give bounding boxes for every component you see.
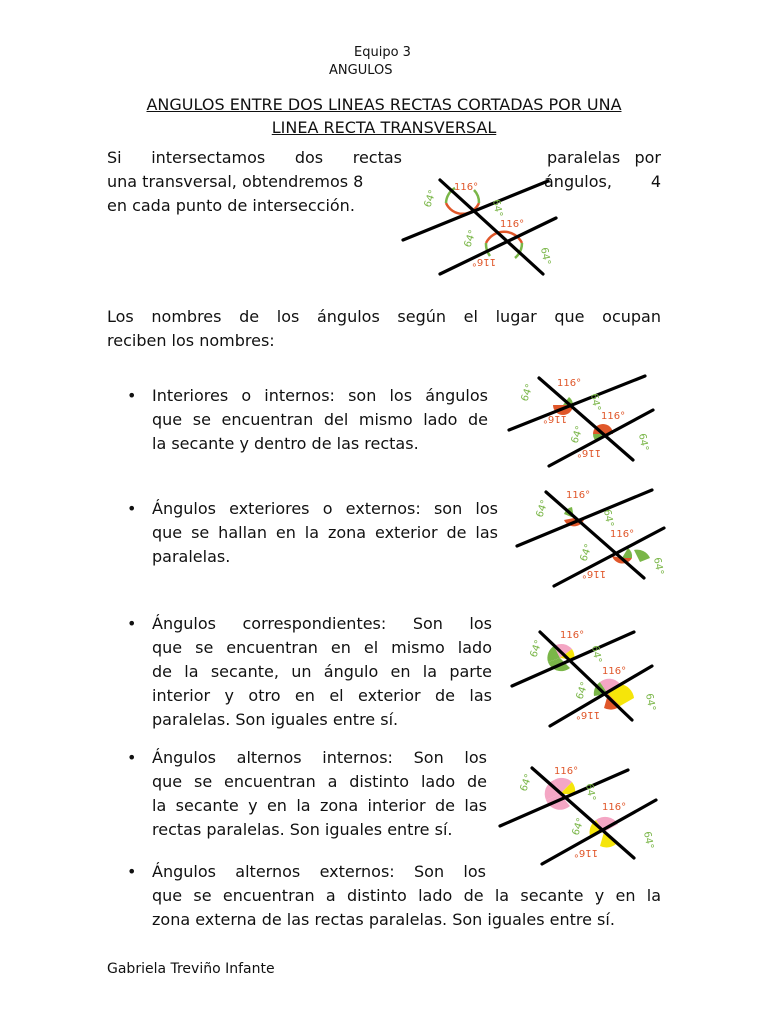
label-116-d: 116°	[576, 447, 601, 458]
label-116-a: 116°	[557, 378, 582, 389]
names-line-2: reciben los nombres:	[107, 331, 275, 350]
fill-exterior-acute-right	[634, 550, 650, 562]
label-116-b: 116°	[601, 411, 626, 422]
title-line-1: ANGULOS ENTRE DOS LINEAS RECTAS CORTADAS POR UNA	[146, 95, 622, 114]
item-1-line-1: Interiores o internos: son los ángulos	[152, 386, 488, 405]
item-3-line-3: de la secante, un ángulo en la parte	[152, 662, 492, 681]
intro-line-1a: Si intersectamos dos rectas	[107, 148, 402, 167]
item-3-line-4: interior y otro en el exterior de las	[152, 686, 492, 705]
label-64-b: 64°	[583, 782, 597, 802]
label-116-c: 116°	[575, 709, 600, 720]
bullet-2: •	[127, 499, 137, 518]
parallel-line-bottom	[440, 218, 556, 274]
item-5-line-1: Ángulos alternos externos: Son los	[152, 862, 486, 881]
label-64-a: 64°	[518, 772, 535, 794]
item-2-line-2: que se hallan en la zona exterior de las	[152, 523, 498, 542]
bullet-4: •	[127, 748, 137, 767]
item-3-line-5: paralelas. Son iguales entre sí.	[152, 710, 399, 729]
title-line-2: LINEA RECTA TRANSVERSAL	[271, 118, 497, 137]
intro-line-3: en cada punto de intersección.	[107, 196, 355, 215]
transversal-line	[532, 768, 634, 858]
label-64-a: 64°	[528, 638, 545, 660]
item-1-line-2: que se encuentran del mismo lado de	[152, 410, 488, 429]
label-116-c: 116°	[581, 568, 606, 579]
figure-interior-angles	[505, 372, 665, 472]
label-64-a: 64°	[519, 382, 536, 404]
item-4-line-1: Ángulos alternos internos: Son los	[152, 748, 487, 767]
figure-alternate-angles	[496, 756, 662, 868]
bullet-5: •	[127, 862, 137, 881]
label-64-c: 64°	[574, 680, 591, 702]
label-116-a: 116°	[566, 490, 591, 501]
topic-label: ANGULOS	[329, 63, 393, 78]
label-116-a: 116°	[454, 182, 479, 193]
label-116-c: 116°	[573, 847, 598, 858]
item-3-line-2: que se encuentran en el mismo lado	[152, 638, 492, 657]
label-64-a: 64°	[534, 498, 551, 520]
label-64-b: 64°	[601, 508, 615, 528]
item-4-line-4: rectas paralelas. Son iguales entre sí.	[152, 820, 453, 839]
team-label: Equipo 3	[354, 45, 411, 60]
page-title	[100, 93, 668, 139]
label-116-a: 116°	[560, 630, 585, 641]
figure-parallel-lines-arcs	[398, 170, 558, 280]
label-116-b: 116°	[602, 802, 627, 813]
parallel-line-bottom	[550, 666, 652, 726]
label-64-c: 64°	[570, 816, 587, 838]
item-2-line-1: Ángulos exteriores o externos: son los	[152, 499, 498, 518]
label-64-d: 64°	[538, 246, 552, 266]
label-116-c: 116°	[471, 256, 496, 267]
label-64-b: 64°	[589, 644, 603, 664]
label-64-d: 64°	[641, 830, 655, 850]
label-64-d: 64°	[636, 432, 650, 452]
item-1-line-3: la secante y dentro de las rectas.	[152, 434, 419, 453]
label-64-a: 64°	[422, 188, 439, 210]
item-4-line-3: la secante y en la zona interior de las	[152, 796, 487, 815]
label-116-b: 116°	[610, 529, 635, 540]
intro-line-2b: ángulos, 4	[544, 172, 661, 191]
footer-author: Gabriela Treviño Infante	[107, 961, 275, 977]
item-5-line-3: zona externa de las rectas paralelas. Son iguales entre sí.	[152, 910, 615, 929]
label-64-c: 64°	[569, 424, 586, 446]
label-64-d: 64°	[651, 556, 665, 576]
item-3-line-1: Ángulos correspondientes: Son los	[152, 614, 492, 633]
label-64-c: 64°	[462, 228, 479, 250]
intro-line-2a: una transversal, obtendremos 8	[107, 172, 364, 191]
label-64-c: 64°	[578, 542, 595, 564]
figure-exterior-angles	[512, 482, 670, 590]
item-4-line-2: que se encuentran a distinto lado de	[152, 772, 487, 791]
label-116-a: 116°	[554, 766, 579, 777]
figure-corresponding-angles	[508, 622, 668, 730]
intro-line-1b: paralelas por	[547, 148, 661, 167]
label-64-b: 64°	[490, 198, 504, 218]
item-5-line-2: que se encuentran a distinto lado de la secante y en la	[152, 886, 661, 905]
names-line-1: Los nombres de los ángulos según el lugar que ocupan	[107, 307, 661, 326]
label-64-b: 64°	[588, 392, 602, 412]
label-116-b: 116°	[602, 666, 627, 677]
label-116-c: 116°	[542, 413, 567, 424]
label-64-d: 64°	[643, 692, 657, 712]
bullet-3: •	[127, 614, 137, 633]
bullet-1: •	[127, 386, 137, 405]
item-2-line-3: paralelas.	[152, 547, 231, 566]
label-116-b: 116°	[500, 219, 525, 230]
